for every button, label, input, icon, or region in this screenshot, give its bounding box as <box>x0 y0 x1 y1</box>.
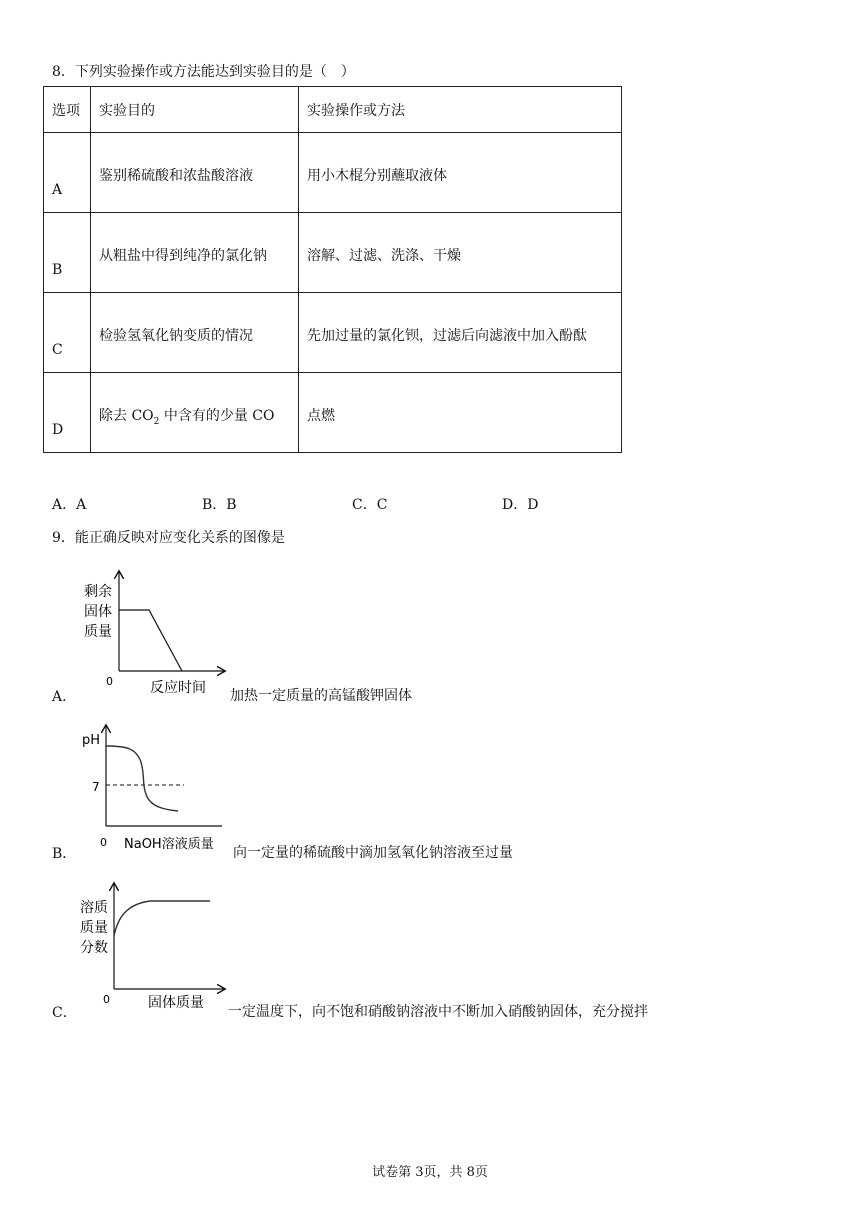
origin-label: 0 <box>106 675 113 688</box>
row-option-label: C <box>52 342 63 358</box>
graph-a <box>78 564 228 698</box>
row-method: 溶解、过滤、洗涤、干燥 <box>307 248 461 264</box>
y-axis-label-line-2: 质量 <box>80 920 108 936</box>
origin-label: 0 <box>103 993 110 1006</box>
origin-label: 0 <box>100 836 107 849</box>
curve-line <box>119 610 182 671</box>
table-row <box>44 133 622 213</box>
choice-b[interactable]: B．B <box>202 497 237 513</box>
row-option-label: A <box>52 182 63 198</box>
ph-curve <box>106 746 178 811</box>
row-option-label: B <box>52 262 63 278</box>
row-purpose: 鉴别稀硫酸和浓盐酸溶液 <box>99 168 253 184</box>
graph-b <box>78 722 228 856</box>
y-axis-label-line-1: 剩余 <box>84 584 112 600</box>
header-option: 选项 <box>44 87 91 133</box>
table-header-row <box>44 87 622 133</box>
solute-fraction-curve <box>114 901 210 936</box>
header-purpose: 实验目的 <box>91 87 299 133</box>
choice-a[interactable]: A．A <box>52 497 87 513</box>
y-axis-label-line-3: 分数 <box>80 940 108 956</box>
table-row <box>44 293 622 373</box>
row-purpose: 从粗盐中得到纯净的氯化钠 <box>99 248 267 264</box>
question-8-title: 8．下列实验操作或方法能达到实验目的是（ ） <box>52 64 355 80</box>
x-axis-label: NaOH溶液质量 <box>124 837 214 852</box>
option-b-letter[interactable]: B． <box>52 846 77 862</box>
row-method: 先加过量的氯化钡，过滤后向滤液中加入酚酞 <box>307 328 587 344</box>
row-method: 用小木棍分别蘸取液体 <box>307 168 447 184</box>
option-c-description: 一定温度下，向不饱和硝酸钠溶液中不断加入硝酸钠固体，充分搅拌 <box>228 1004 648 1020</box>
row-purpose: 除去 $CO_2$ 中含有的少量 CO <box>99 408 275 427</box>
x-axis-label: 固体质量 <box>148 995 204 1011</box>
page-footer: 试卷第 3页，共 8页 <box>372 1165 488 1180</box>
ph7-tick-label: 7 <box>92 780 100 794</box>
x-axis-label: 反应时间 <box>150 680 206 696</box>
choice-d[interactable]: D．D <box>502 497 539 513</box>
option-c-letter[interactable]: C． <box>52 1005 77 1021</box>
option-b-description: 向一定量的稀硫酸中滴加氢氧化钠溶液至过量 <box>233 845 513 861</box>
choice-c[interactable]: C．C <box>352 497 388 513</box>
question-9-title: 9．能正确反映对应变化关系的图像是 <box>52 530 285 546</box>
y-axis-label: pH <box>82 733 101 748</box>
row-purpose: 检验氢氧化钠变质的情况 <box>99 328 253 344</box>
row-option-label: D <box>52 422 64 438</box>
row-method: 点燃 <box>307 408 335 424</box>
y-axis-label-line-3: 质量 <box>84 624 112 640</box>
header-method: 实验操作或方法 <box>299 87 622 133</box>
table-row <box>44 373 622 453</box>
table-row <box>44 213 622 293</box>
graph-c <box>78 878 228 1016</box>
option-a-letter[interactable]: A． <box>52 689 77 705</box>
y-axis-label-line-1: 溶质 <box>80 900 108 916</box>
experiment-options-table <box>43 86 622 453</box>
option-a-description: 加热一定质量的高锰酸钾固体 <box>230 688 412 704</box>
y-axis-label-line-2: 固体 <box>84 604 112 620</box>
